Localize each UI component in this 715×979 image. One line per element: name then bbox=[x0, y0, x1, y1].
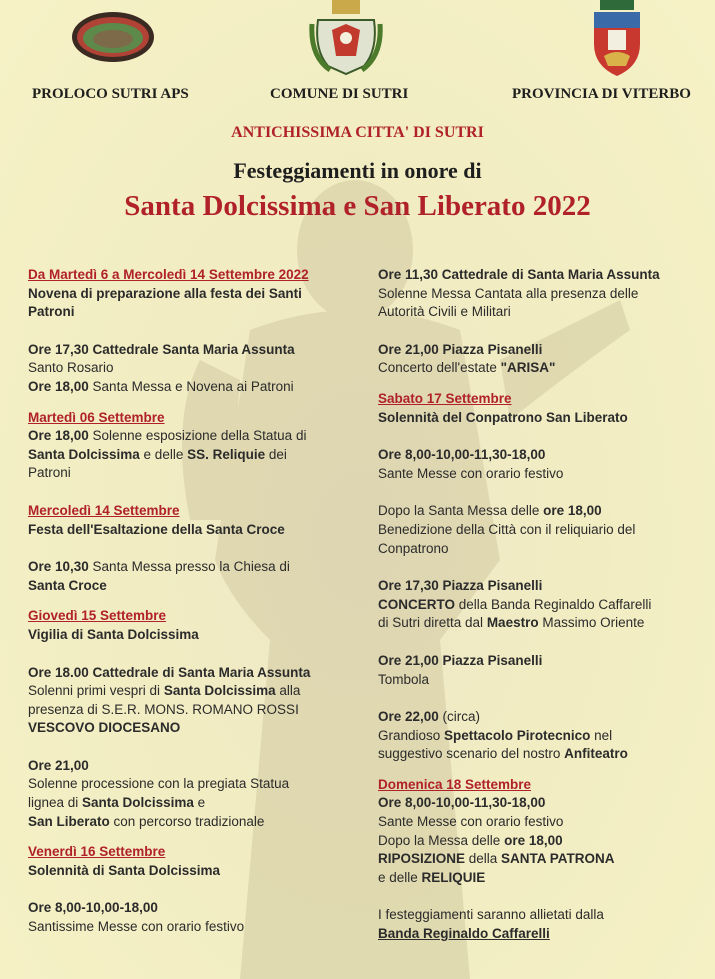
event-text: RELIQUIE bbox=[421, 869, 486, 885]
event-text: Autorità Civili e Militari bbox=[378, 304, 511, 320]
event-block bbox=[378, 577, 708, 633]
event-block bbox=[28, 664, 368, 738]
event-block bbox=[28, 607, 368, 644]
poster-title: Santa Dolcissima e San Liberato 2022 bbox=[124, 190, 591, 222]
event-time: Ore 18,00 bbox=[28, 378, 89, 394]
event-block bbox=[378, 776, 708, 888]
event-date: Venerdì 16 Settembre bbox=[28, 844, 166, 860]
event-text: Vigilia di Santa Dolcissima bbox=[28, 626, 199, 642]
event-text: Santa Croce bbox=[28, 577, 107, 593]
event-date: Da Martedì 6 a Mercoledì 14 Settembre 2022 bbox=[28, 267, 309, 282]
event-text: della bbox=[465, 851, 502, 867]
event-text: Solennità del Conpatrono San Liberato bbox=[378, 409, 628, 425]
event-text: SS. Reliquie bbox=[187, 446, 266, 462]
event-text: Ore 21,00 Piazza Pisanelli bbox=[378, 652, 543, 668]
event-text: Sante Messe con orario festivo bbox=[378, 465, 564, 481]
event-date: Mercoledì 14 Settembre bbox=[28, 502, 180, 518]
program-left-column bbox=[28, 266, 368, 937]
event-text: (circa) bbox=[438, 709, 481, 725]
event-block bbox=[378, 652, 708, 689]
event-text: I festeggiamenti saranno allietati dalla bbox=[378, 907, 604, 923]
event-text: Santa Messa e Novena ai Patroni bbox=[88, 378, 294, 394]
event-text: Maestro bbox=[486, 615, 539, 631]
event-block bbox=[378, 502, 708, 558]
event-date: Giovedì 15 Settembre bbox=[28, 608, 167, 624]
event-text: Massimo Oriente bbox=[538, 615, 645, 631]
logo-label-provincia: PROVINCIA DI VITERBO bbox=[512, 86, 691, 102]
event-text: Festa dell'Esaltazione della Santa Croce bbox=[28, 521, 285, 537]
event-text: e delle bbox=[378, 869, 422, 885]
event-block bbox=[378, 390, 708, 427]
event-block bbox=[378, 446, 708, 483]
event-block bbox=[28, 843, 368, 880]
event-time: ore 18,00 bbox=[543, 503, 602, 519]
event-text: CONCERTO bbox=[378, 596, 456, 612]
event-text: Ore 21,00 Piazza Pisanelli bbox=[378, 341, 543, 357]
event-text: Santa Dolcissima bbox=[82, 795, 194, 811]
event-text: Ore 17,30 Cattedrale Santa Maria Assunta bbox=[28, 341, 295, 357]
event-text: Concerto dell'estate bbox=[378, 360, 501, 376]
event-text: "ARISA" bbox=[500, 360, 556, 376]
event-block bbox=[378, 906, 708, 943]
event-time: Ore 22,00 bbox=[378, 709, 439, 725]
event-text: Sante Messe con orario festivo bbox=[378, 814, 564, 830]
event-text: Anfiteatro bbox=[564, 746, 628, 762]
poster-subtitle: Festeggiamenti in onore di bbox=[233, 158, 482, 183]
logo-label-comune: COMUNE DI SUTRI bbox=[270, 86, 409, 102]
provincial-shield-icon bbox=[590, 0, 644, 80]
event-text: della Banda Reginaldo Caffarelli bbox=[455, 596, 652, 612]
municipal-crest-icon bbox=[308, 0, 384, 76]
event-text: Santo Rosario bbox=[28, 360, 114, 376]
event-block bbox=[378, 266, 708, 322]
event-block bbox=[28, 409, 368, 483]
event-text: RIPOSIZIONE bbox=[378, 851, 466, 867]
event-text: Patroni bbox=[28, 465, 71, 481]
event-text: Tombola bbox=[378, 671, 430, 687]
logo-label-proloco: PROLOCO SUTRI APS bbox=[32, 86, 189, 102]
event-text: Spettacolo Pirotecnico bbox=[444, 727, 591, 743]
event-text: presenza di S.E.R. MONS. ROMANO ROSSI bbox=[28, 701, 299, 717]
event-text: alla bbox=[275, 683, 301, 699]
event-time: Ore 8,00-10,00-18,00 bbox=[28, 900, 158, 916]
amphitheatre-emblem-icon bbox=[70, 10, 156, 64]
event-text: nel bbox=[590, 727, 613, 743]
event-text: Ore 17,30 Piazza Pisanelli bbox=[378, 578, 543, 594]
event-block bbox=[28, 341, 368, 397]
event-text: Dopo la Messa delle bbox=[378, 832, 505, 848]
event-text: Banda Reginaldo Caffarelli bbox=[378, 926, 550, 942]
event-text: dei bbox=[265, 446, 287, 462]
city-kicker: ANTICHISSIMA CITTA' DI SUTRI bbox=[231, 124, 484, 141]
event-block bbox=[378, 708, 708, 764]
event-text: San Liberato bbox=[28, 813, 110, 829]
event-text: Benedizione della Città con il reliquiario del bbox=[378, 521, 636, 537]
event-date: Domenica 18 Settembre bbox=[378, 776, 532, 792]
event-time: Ore 8,00-10,00-11,30-18,00 bbox=[378, 447, 546, 463]
event-text: Santa Dolcissima bbox=[28, 446, 140, 462]
event-block bbox=[28, 757, 368, 831]
event-block bbox=[28, 502, 368, 539]
event-text: Solenne esposizione della Statua di bbox=[88, 428, 307, 444]
event-date: Sabato 17 Settembre bbox=[378, 390, 512, 406]
event-text: Solenne processione con la pregiata Statua bbox=[28, 776, 290, 792]
event-text: Solenni primi vespri di bbox=[28, 683, 164, 699]
event-time: Ore 18,00 bbox=[28, 428, 89, 444]
event-text: Ore 18.00 Cattedrale di Santa Maria Assunta bbox=[28, 664, 311, 680]
event-time: Ore 10,30 bbox=[28, 559, 89, 575]
event-text: Solenne Messa Cantata alla presenza delle bbox=[378, 285, 639, 301]
event-text: di Sutri diretta dal bbox=[378, 615, 487, 631]
event-text: VESCOVO DIOCESANO bbox=[28, 720, 181, 736]
event-text: Grandioso bbox=[378, 727, 445, 743]
event-time: Ore 8,00-10,00-11,30-18,00 bbox=[378, 795, 546, 811]
program-right-column bbox=[378, 266, 708, 944]
event-text: Patroni bbox=[28, 304, 75, 320]
event-text: e delle bbox=[139, 446, 188, 462]
event-text: suggestivo scenario del nostro bbox=[378, 746, 565, 762]
event-text: Santissime Messe con orario festivo bbox=[28, 919, 245, 935]
event-text: Solennità di Santa Dolcissima bbox=[28, 862, 221, 878]
event-time: Ore 21,00 bbox=[28, 757, 89, 773]
event-block bbox=[378, 341, 708, 378]
event-block bbox=[28, 899, 368, 936]
event-text: SANTA PATRONA bbox=[501, 851, 615, 867]
event-text: Dopo la Santa Messa delle bbox=[378, 503, 544, 519]
event-text: Novena di preparazione alla festa dei Santi bbox=[28, 285, 302, 301]
event-block bbox=[28, 558, 368, 595]
header-logos bbox=[0, 0, 715, 110]
event-text: Santa Messa presso la Chiesa di bbox=[88, 559, 290, 575]
event-text: con percorso tradizionale bbox=[109, 813, 265, 829]
event-text: Conpatrono bbox=[378, 540, 449, 556]
event-text: Santa Dolcissima bbox=[163, 683, 276, 699]
event-text: lignea di bbox=[28, 795, 83, 811]
event-text: Ore 11,30 Cattedrale di Santa Maria Assunta bbox=[378, 267, 660, 282]
event-time: ore 18,00 bbox=[504, 832, 563, 848]
event-date: Martedì 06 Settembre bbox=[28, 409, 165, 425]
event-text: e bbox=[193, 795, 206, 811]
event-block bbox=[28, 266, 368, 322]
